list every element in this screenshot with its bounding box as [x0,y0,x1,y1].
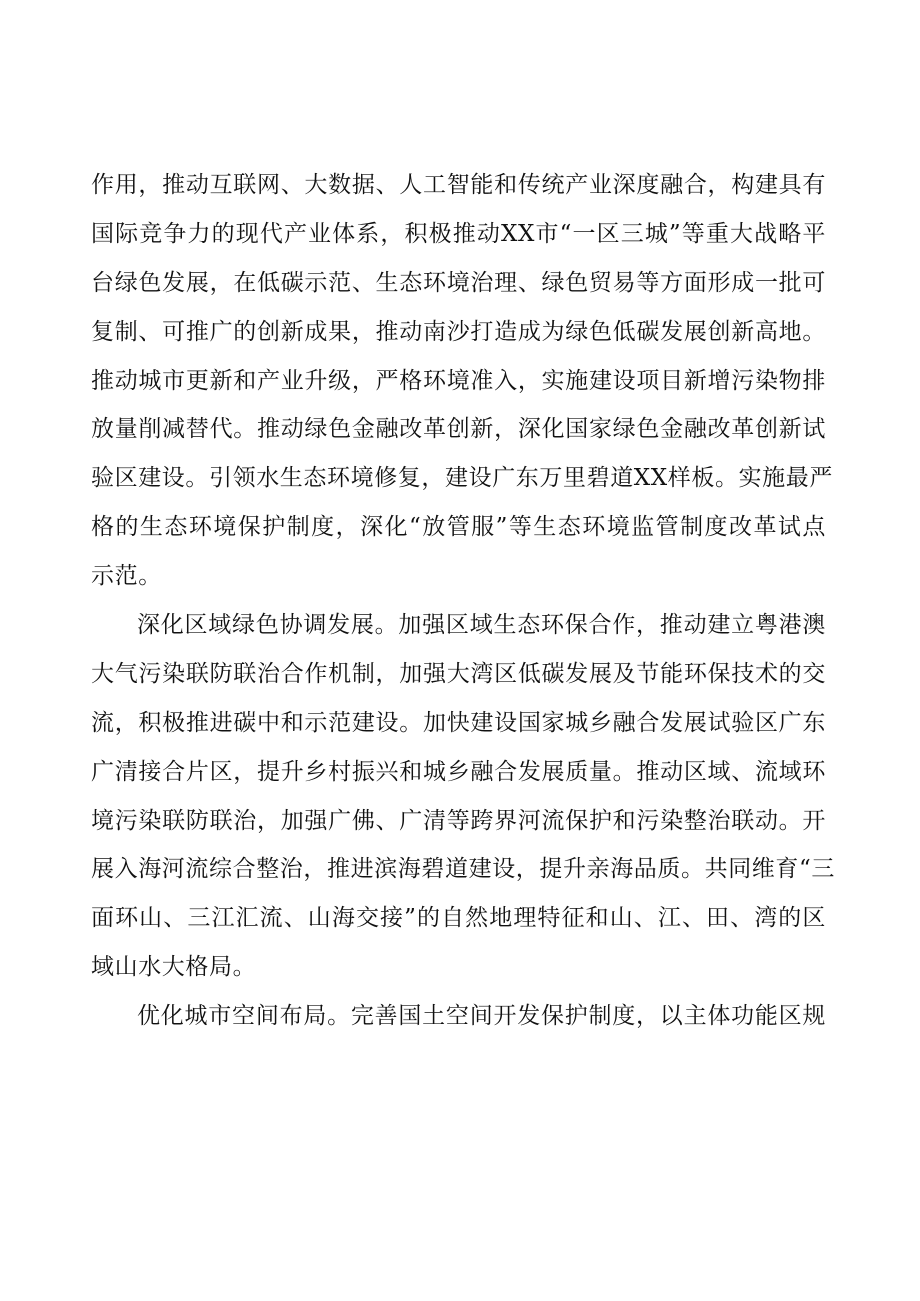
text-line: 国际竞争力的现代产业体系，积极推动XX市“一区三城”等重大战略平 [91,220,826,247]
text-line: 深化区域绿色协调发展。加强区域生态环保合作，推动建立粤港澳 [137,612,826,639]
text-line: 展入海河流综合整治，推进滨海碧道建设，提升亲海品质。共同维育“三 [91,856,835,883]
paragraph-3 [91,992,826,1041]
text-line: 复制、可推广的创新成果，推动南沙打造成为绿色低碳发展创新高地。 [91,318,826,345]
text-line: 推动城市更新和产业升级，严格环境准入，实施建设项目新增污染物排 [91,367,826,394]
text-line: 示范。 [91,563,162,590]
text-line: 域山水大格局。 [91,954,257,981]
text-line: 境污染联防联治，加强广佛、广清等跨界河流保护和污染整治联动。开 [91,807,826,834]
paragraph-1 [91,161,833,601]
text-line: 放量削减替代。推动绿色金融改革创新，深化国家绿色金融改革创新试 [91,416,826,443]
text-line: 优化城市空间布局。完善国土空间开发保护制度，以主体功能区规 [137,1003,826,1030]
text-line: 广清接合片区，提升乡村振兴和城乡融合发展质量。推动区域、流域环 [91,758,826,785]
text-line: 格的生态环境保护制度，深化“放管服”等生态环境监管制度改革试点 [91,514,826,541]
text-line: 流，积极推进碳中和示范建设。加快建设国家城乡融合发展试验区广东 [91,709,826,736]
paragraph-2 [91,601,835,992]
text-line: 作用，推动互联网、大数据、人工智能和传统产业深度融合，构建具有 [91,172,826,198]
text-line: 验区建设。引领水生态环境修复，建设广东万里碧道XX样板。实施最严 [91,465,833,492]
text-line: 面环山、三江汇流、山海交接”的自然地理特征和山、江、田、湾的区 [91,905,826,932]
text-line: 大气污染联防联治合作机制，加强大湾区低碳发展及节能环保技术的交 [91,660,826,687]
document-body [91,161,835,1041]
text-line: 台绿色发展，在低碳示范、生态环境治理、绿色贸易等方面形成一批可 [91,269,826,296]
